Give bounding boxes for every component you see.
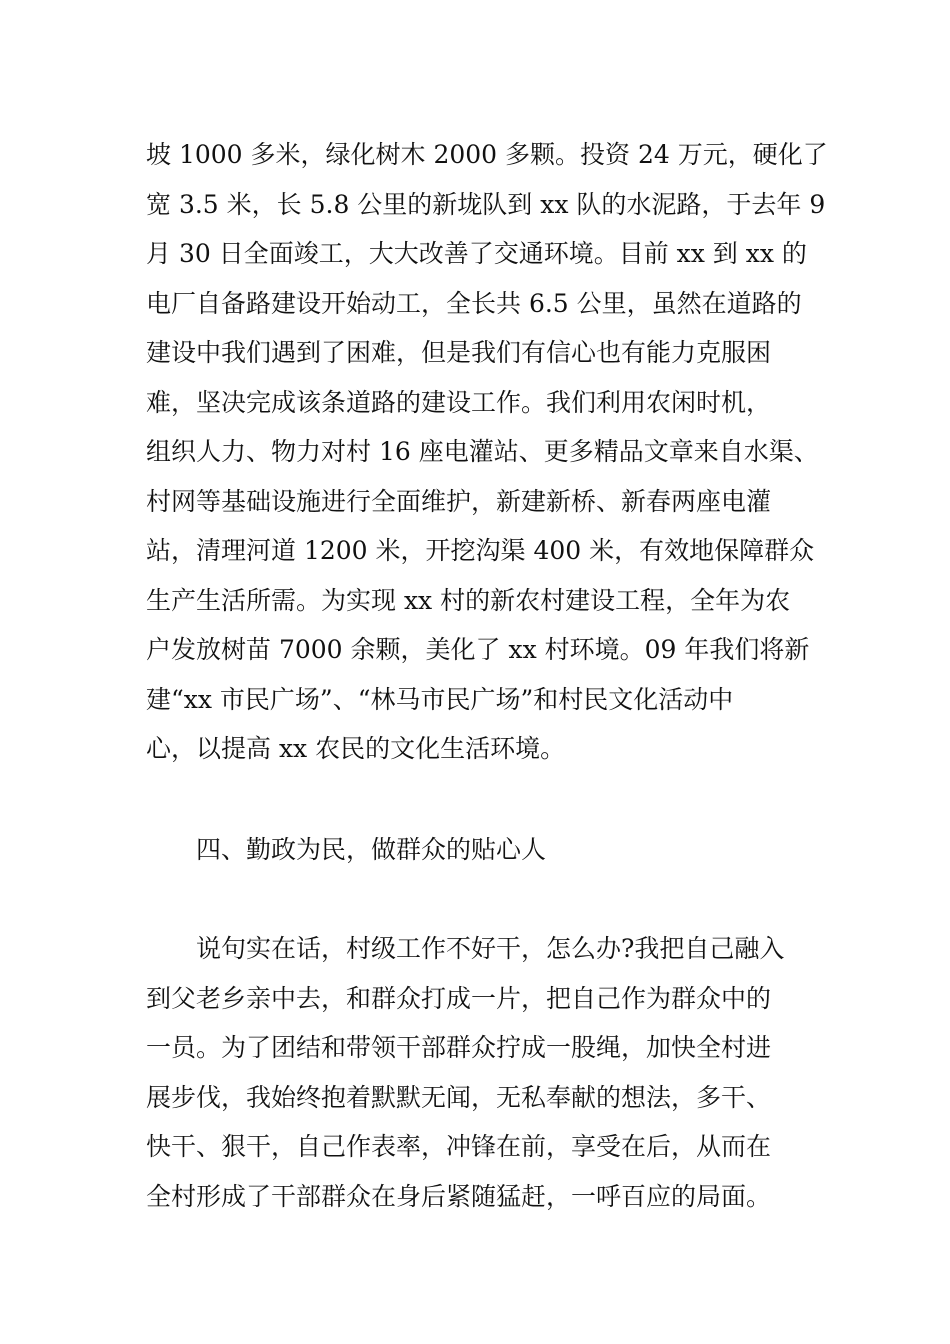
text-line: 电厂自备路建设开始动工，全长共 6.5 公里，虽然在道路的 (146, 288, 802, 318)
text-line: 心，以提高 xx 农民的文化生活环境。 (146, 734, 566, 763)
text-line: 户发放树苗 7000 余颗，美化了 xx 村环境。09 年我们将新 (146, 635, 810, 664)
text-line: 展步伐，我始终抱着默默无闻，无私奉献的想法，多干、 (146, 1082, 772, 1112)
paragraph-service (146, 924, 826, 1221)
section-heading-text: 四、勤政为民，做群众的贴心人 (196, 835, 547, 864)
text-line: 全村形成了干部群众在身后紧随猛赶，一呼百应的局面。 (146, 1181, 772, 1211)
section-heading (146, 825, 826, 875)
text-line: 一员。为了团结和带领干部群众拧成一股绳，加快全村进 (146, 1033, 772, 1062)
text-line: 难，坚决完成该条道路的建设工作。我们利用农闲时机， (146, 387, 772, 417)
text-line: 建“xx 市民广场”、“林马市民广场”和村民文化活动中 (146, 684, 734, 714)
text-line: 生产生活所需。为实现 xx 村的新农村建设工程，全年为农 (146, 585, 791, 615)
text-line: 建设中我们遇到了困难，但是我们有信心也有能力克服困 (146, 338, 772, 367)
text-line: 坡 1000 多米，绿化树木 2000 多颗。投资 24 万元，硬化了 (146, 140, 828, 169)
text-line: 说句实在话，村级工作不好干，怎么办?我把自己融入 (196, 934, 785, 963)
text-line: 村网等基础设施进行全面维护，新建新桥、新春两座电灌 (146, 486, 772, 516)
text-line: 宽 3.5 米，长 5.8 公里的新垅队到 xx 队的水泥路，于去年 9 (146, 189, 826, 219)
text-line: 组织人力、物力对村 16 座电灌站、更多精品文章来自水渠、 (146, 437, 819, 466)
text-line: 站，清理河道 1200 米，开挖沟渠 400 米，有效地保障群众 (146, 536, 815, 565)
text-line: 月 30 日全面竣工，大大改善了交通环境。目前 xx 到 xx 的 (146, 239, 807, 268)
text-line: 快干、狠干，自己作表率，冲锋在前，享受在后，从而在 (146, 1132, 772, 1161)
text-line: 到父老乡亲中去，和群众打成一片，把自己作为群众中的 (146, 983, 772, 1013)
paragraph-infrastructure (146, 130, 826, 774)
